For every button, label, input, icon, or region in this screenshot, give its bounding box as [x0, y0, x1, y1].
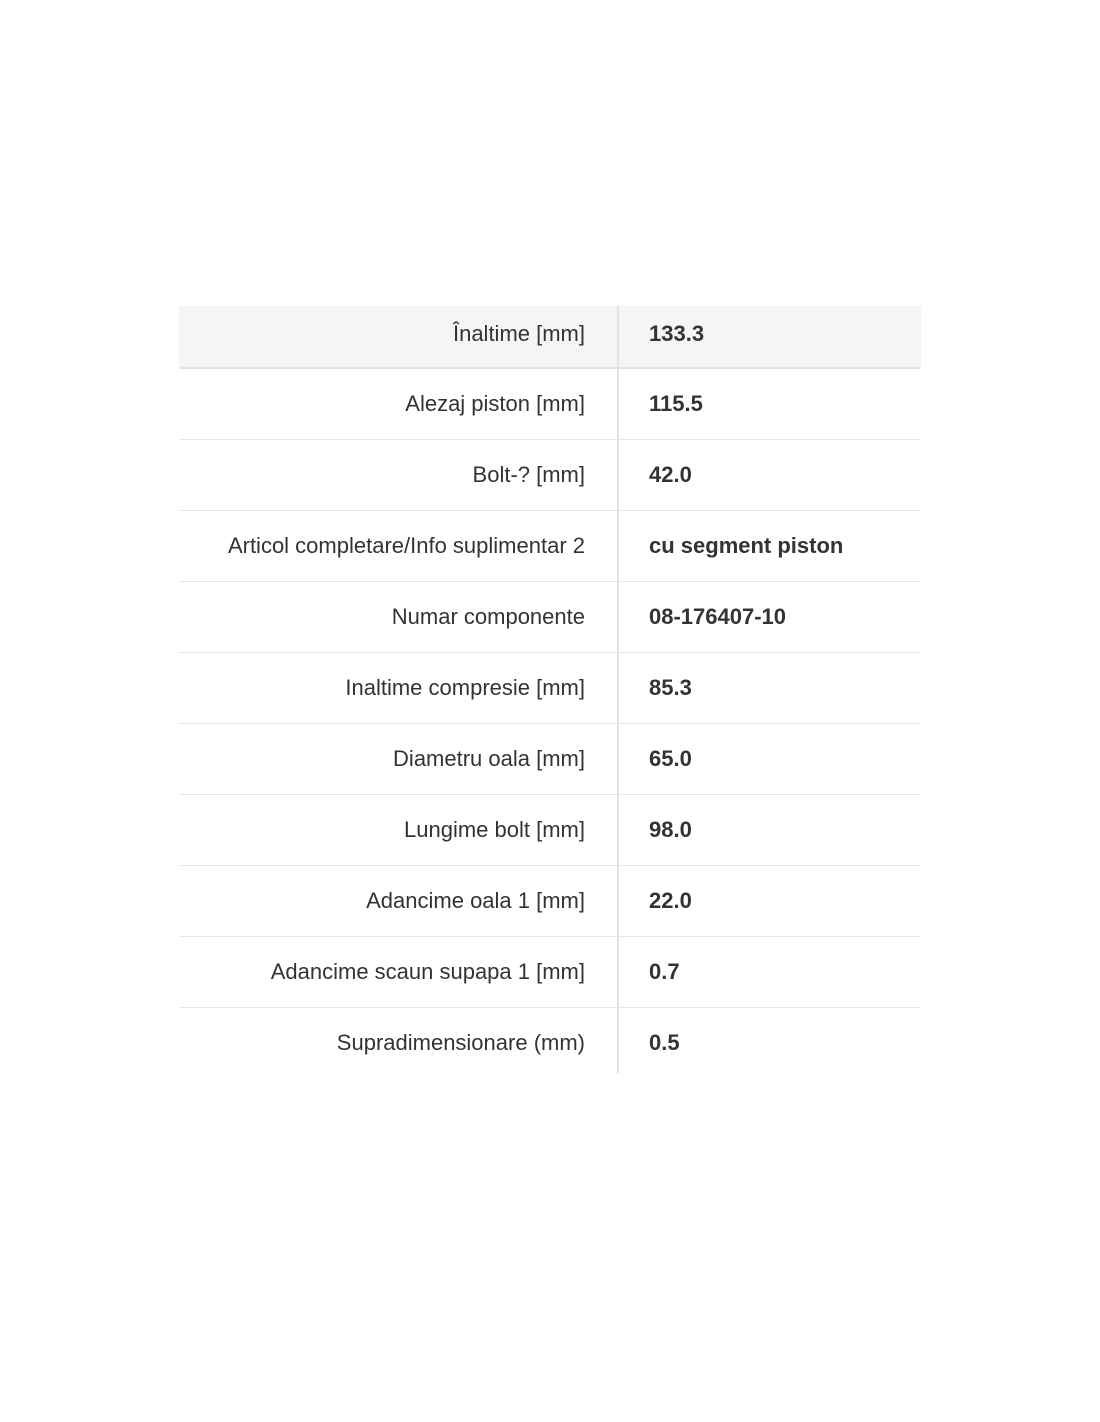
table-row	[179, 440, 921, 511]
spec-label: Diametru oala [mm]	[179, 724, 618, 795]
table-row	[179, 511, 921, 582]
table-row	[179, 368, 921, 440]
table-row	[179, 1008, 921, 1074]
table-row	[179, 724, 921, 795]
specifications-table	[179, 306, 921, 1073]
table-row	[179, 795, 921, 866]
table-row	[179, 582, 921, 653]
spec-label: Articol completare/Info suplimentar 2	[179, 511, 618, 582]
spec-label: Numar componente	[179, 582, 618, 653]
spec-value: 133.3	[618, 306, 921, 368]
spec-value: 115.5	[618, 368, 921, 440]
spec-value: 22.0	[618, 866, 921, 937]
spec-value: 08-176407-10	[618, 582, 921, 653]
spec-label: Alezaj piston [mm]	[179, 368, 618, 440]
table-row	[179, 653, 921, 724]
table-row	[179, 866, 921, 937]
table-row	[179, 937, 921, 1008]
spec-value: 65.0	[618, 724, 921, 795]
spec-label: Adancime oala 1 [mm]	[179, 866, 618, 937]
spec-value: 0.7	[618, 937, 921, 1008]
spec-value: cu segment piston	[618, 511, 921, 582]
spec-value: 42.0	[618, 440, 921, 511]
spec-value: 85.3	[618, 653, 921, 724]
spec-label: Bolt-? [mm]	[179, 440, 618, 511]
spec-label: Supradimensionare (mm)	[179, 1008, 618, 1074]
spec-value: 0.5	[649, 1030, 680, 1055]
spec-label: Lungime bolt [mm]	[179, 795, 618, 866]
table-row	[179, 306, 921, 368]
specifications-table-body	[179, 306, 921, 1073]
spec-value: 98.0	[618, 795, 921, 866]
spec-label: Inaltime compresie [mm]	[179, 653, 618, 724]
spec-label: Înaltime [mm]	[179, 306, 618, 368]
spec-label: Adancime scaun supapa 1 [mm]	[179, 937, 618, 1008]
